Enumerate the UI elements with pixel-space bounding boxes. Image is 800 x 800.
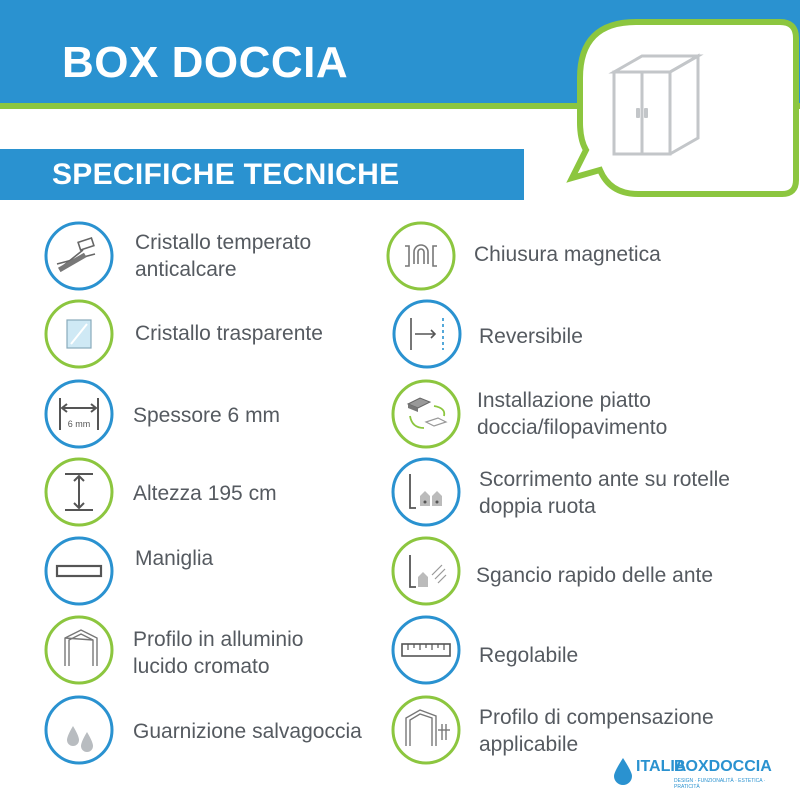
- handle-icon: [43, 535, 115, 607]
- aluminum-profile-icon: [43, 614, 115, 686]
- installation-icon: [390, 378, 462, 450]
- feature-label: Guarnizione salvagoccia: [133, 720, 362, 743]
- quick-release-icon: [390, 535, 462, 607]
- feature-label: anticalcare: [135, 258, 237, 281]
- feature-label: doccia/filopavimento: [477, 416, 668, 439]
- page-subtitle: SPECIFICHE TECNICHE: [52, 158, 400, 191]
- feature-label: Regolabile: [479, 644, 579, 667]
- feature-label: Cristallo temperato: [135, 231, 312, 254]
- glass-pane-icon: [43, 298, 115, 370]
- feature-label: Sgancio rapido delle ante: [476, 564, 714, 587]
- shower-cabinet-icon: [566, 10, 800, 210]
- feature-label: Reversibile: [479, 325, 583, 348]
- magnet-icon: [385, 220, 457, 292]
- water-drops-icon: [43, 694, 115, 766]
- feature-label: Maniglia: [135, 547, 214, 570]
- feature-label: Installazione piatto: [477, 389, 651, 412]
- ruler-icon: [390, 614, 462, 686]
- logo-part-boxdoccia: BOXDOCCIA: [674, 758, 772, 775]
- feature-label: Cristallo trasparente: [135, 322, 323, 345]
- feature-label: applicabile: [479, 733, 579, 756]
- logo-part-italia: ITALIA: [636, 758, 687, 775]
- thickness-icon: [43, 378, 115, 450]
- brand-logo: [612, 756, 792, 790]
- rollers-icon: [390, 456, 462, 528]
- feature-label: doppia ruota: [479, 495, 596, 518]
- feature-label: Altezza 195 cm: [133, 482, 277, 505]
- feature-label: lucido cromato: [133, 655, 270, 678]
- feature-label: Spessore 6 mm: [133, 404, 281, 427]
- compensation-profile-icon: [390, 694, 462, 766]
- feature-label: Profilo in alluminio: [133, 628, 304, 651]
- hammer-glass-icon: [43, 220, 115, 292]
- thickness-icon-text: 6 mm: [67, 419, 91, 429]
- height-icon: [43, 456, 115, 528]
- drop-logo-icon: [612, 756, 634, 786]
- page-title: BOX DOCCIA: [62, 38, 349, 87]
- feature-label: Chiusura magnetica: [474, 243, 661, 266]
- feature-label: Scorrimento ante su rotelle: [479, 468, 730, 491]
- logo-tagline: DESIGN · FUNZIONALITÀ · ESTETICA · PRATICITÀ: [674, 778, 766, 790]
- feature-label: Profilo di compensazione: [479, 706, 714, 729]
- reversible-icon: [391, 298, 463, 370]
